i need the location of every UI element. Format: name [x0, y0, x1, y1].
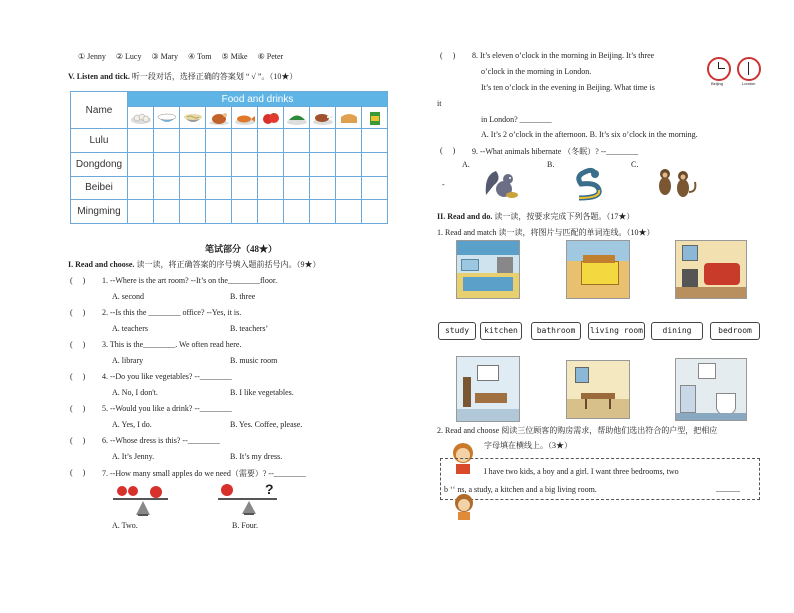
rice-icon	[156, 111, 178, 125]
q8-line2: o’clock in the morning in London.	[481, 67, 592, 76]
snake-icon	[571, 164, 607, 202]
part2-instruction-1: 2. Read and choose 阅读三位顾客的购房需求，帮助他们选出符合的户型，把相应	[437, 426, 718, 435]
q8-line1: 8. It’s eleven o’clock in the morning in Beijing. It’s three	[472, 51, 655, 60]
monkeys-icon	[655, 166, 697, 200]
answer-blank[interactable]: ______	[716, 484, 740, 493]
option-b: B. teachers’	[230, 324, 269, 333]
noodles-icon	[182, 111, 204, 125]
word-living-room[interactable]: living room	[588, 322, 645, 340]
answer-paren[interactable]: ( )	[70, 468, 86, 477]
table-row: Lulu	[71, 129, 388, 153]
section2-title: II. Read and do.	[437, 212, 493, 221]
customer-avatar-icon	[452, 492, 476, 520]
section5-instruction: 听一段对话，选择正确的答案划 “ √ ”。（10★）	[131, 72, 298, 81]
svg-text:?: ?	[265, 481, 274, 497]
question-text: 6. --Whose dress is this? --________	[102, 436, 220, 445]
q9-option-a: A.	[462, 160, 470, 169]
kitchen-picture	[456, 240, 520, 299]
food-header: Food and drinks	[128, 92, 388, 107]
q9-option-c: C.	[631, 160, 639, 169]
section1-title: I. Read and choose.	[68, 260, 135, 269]
request-line2: b ʻʻ ns, a study, a kitchen and a big living room.	[444, 485, 597, 494]
dining-room-picture	[566, 360, 630, 419]
answer-paren[interactable]: ( )	[70, 308, 86, 317]
fish-icon	[234, 111, 256, 125]
question-text: 2. --Is this the ________ office? --Yes, it is.	[102, 308, 242, 317]
study-picture	[456, 356, 520, 422]
q8-line4: in London? ________	[481, 115, 552, 124]
table-row: Beibei	[71, 176, 388, 200]
question-text: 5. --Would you like a drink? --________	[102, 404, 232, 413]
question-text: 4. --Do you like vegetables? --________	[102, 372, 232, 381]
option-a: A. Two.	[112, 521, 138, 530]
answer-paren[interactable]: ( )	[70, 340, 86, 349]
part1-instruction: 1. Read and match 读一读，将图片与匹配的单词连线。（10★）	[437, 228, 655, 237]
dash-mark: -	[442, 180, 445, 189]
option-b: B. It’s my dress.	[230, 452, 283, 461]
section5-heading	[68, 71, 297, 82]
q8-it: it	[437, 99, 442, 108]
question-text: 7. --How many small apples do we need（需要）? --________	[102, 469, 306, 478]
option-b: B. Yes. Coffee, please.	[230, 420, 303, 429]
section2-instruction: 读一读，按要求完成下列各题。（17★）	[494, 212, 635, 221]
living-room-picture	[675, 240, 747, 299]
listening-table	[70, 91, 388, 224]
tomatoes-icon	[260, 111, 282, 125]
answer-paren[interactable]: ( )	[440, 146, 456, 155]
answer-paren[interactable]: ( )	[70, 404, 86, 413]
q9-question: 9. --What animals hibernate （冬眠）? --________	[472, 147, 639, 156]
option-b: B. I like vegetables.	[230, 388, 294, 397]
option-a: A. second	[112, 292, 144, 301]
option-a: A. No, I don't.	[112, 388, 158, 397]
answer-paren[interactable]: ( )	[70, 276, 86, 285]
option-a: A. It’s Jenny.	[112, 452, 155, 461]
option-b: B. music room	[230, 356, 278, 365]
question-text: 3. This is the________. We often read here.	[102, 340, 242, 349]
part2-instruction-2: 字母填在横线上。（3★）	[484, 441, 572, 450]
written-part-title: 笔试部分（48★）	[205, 244, 278, 254]
option-b: B. Four.	[232, 521, 259, 530]
option-a: A. teachers	[112, 324, 148, 333]
clock-icon	[737, 57, 761, 81]
section1-instruction: 读一读，将正确答案的序号填入题前括号内。（9★）	[136, 260, 321, 269]
word-bathroom[interactable]: bathroom	[531, 322, 581, 340]
section5-title: V. Listen and tick.	[68, 72, 130, 81]
clock-label: Beijing	[711, 81, 724, 86]
names-line: ① Jenny ② Lucy ③ Mary ④ Tom ⑤ Mike ⑥ Peter	[78, 52, 284, 61]
juice-icon	[368, 110, 382, 126]
section1-heading	[68, 259, 320, 270]
scale-question-icon	[213, 480, 285, 518]
request-line1: I have two kids, a boy and a girl. I want three bedrooms, two	[484, 467, 679, 476]
squirrel-icon	[482, 165, 520, 201]
meat-icon	[312, 111, 334, 125]
option-b: B. three	[230, 292, 256, 301]
section2-heading	[437, 211, 634, 222]
option-a: A. Yes, I do.	[112, 420, 152, 429]
answer-paren[interactable]: ( )	[70, 372, 86, 381]
bathroom-picture	[675, 358, 747, 421]
q8-line3: It’s ten o’clock in the evening in Beijing. What time is	[481, 83, 655, 92]
q8-options: A. It’s 2 o’clock in the afternoon. B. It’s six o’clock in the morning.	[481, 130, 698, 139]
answer-paren[interactable]: ( )	[440, 51, 456, 60]
answer-paren[interactable]: ( )	[70, 436, 86, 445]
vegetables-icon	[286, 111, 308, 125]
option-a: A. library	[112, 356, 144, 365]
scale-two-apples-icon	[108, 483, 178, 519]
dumplings-icon	[130, 111, 152, 125]
bedroom-picture	[566, 240, 630, 299]
word-dining[interactable]: dining	[651, 322, 703, 340]
word-bedroom[interactable]: bedroom	[710, 322, 760, 340]
question-text: 1. --Where is the art room? --It’s on the________floor.	[102, 276, 278, 285]
word-kitchen[interactable]: kitchen	[480, 322, 522, 340]
bread-icon	[338, 111, 360, 125]
table-row: Mingming	[71, 200, 388, 224]
word-study[interactable]: study	[438, 322, 476, 340]
chicken-icon	[208, 111, 230, 125]
name-header: Name	[71, 92, 128, 129]
q9-option-b: B.	[547, 160, 555, 169]
clock-icon	[707, 57, 731, 81]
clock-label: London	[742, 81, 756, 86]
table-row: Dongdong	[71, 152, 388, 176]
